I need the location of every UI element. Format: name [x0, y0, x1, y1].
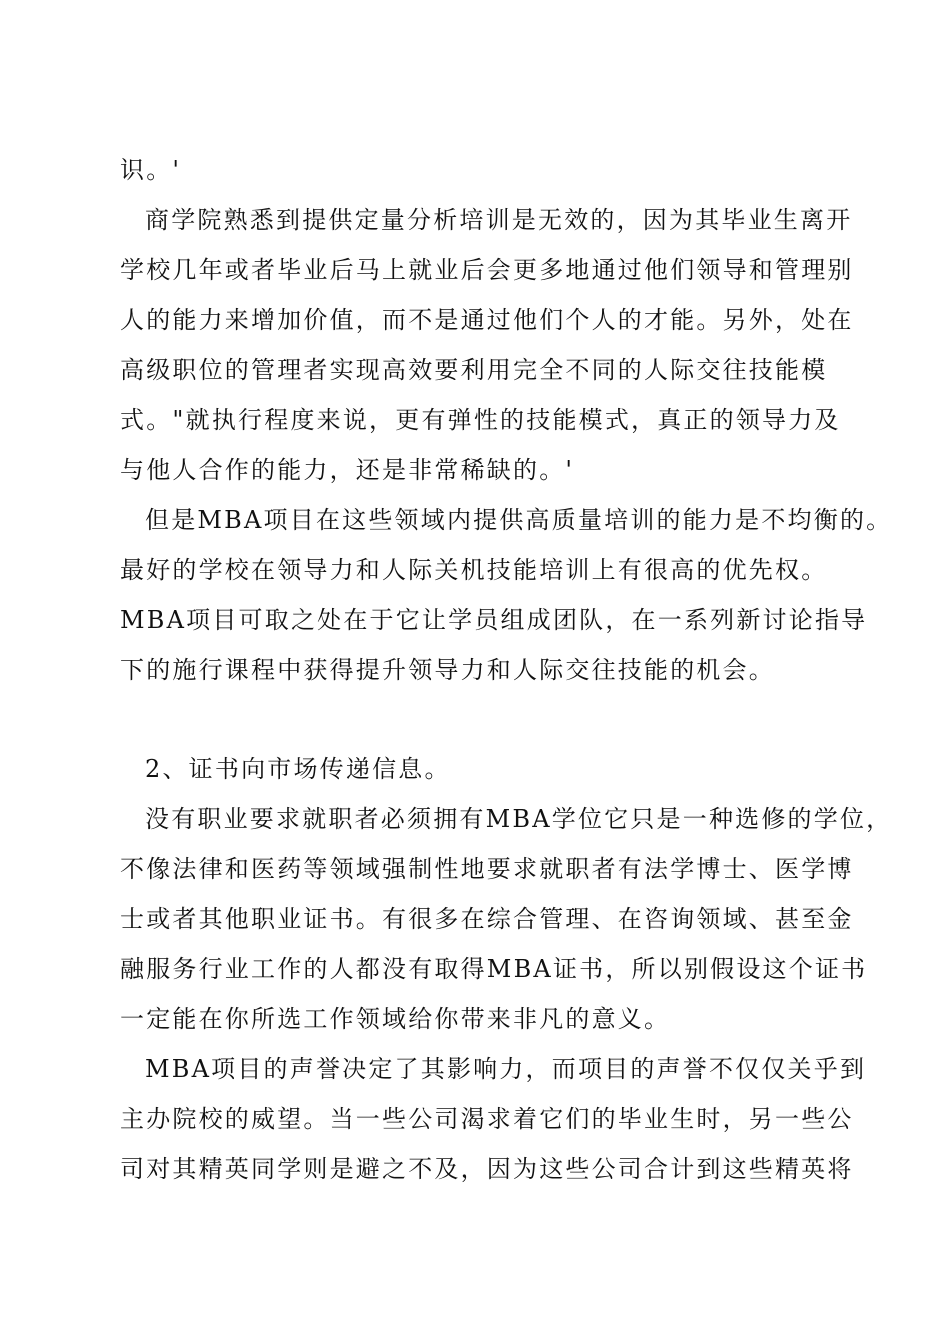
paragraph-start-line: 但是MBA项目在这些领域内提供高质量培训的能力是不均衡的。	[145, 506, 893, 534]
paragraph-start-line: 没有职业要求就职者必须拥有MBA学位它只是一种选修的学位，	[145, 805, 893, 833]
section-heading: 2、证书向市场传递信息。	[145, 755, 451, 783]
text-line: 学校几年或者毕业后马上就业后会更多地通过他们领导和管理别	[120, 256, 854, 284]
text-line: 识。'	[120, 156, 182, 184]
text-line: 士或者其他职业证书。有很多在综合管理、在咨询领域、甚至金	[120, 905, 854, 933]
paragraph-start-line: 商学院熟悉到提供定量分析培训是无效的，因为其毕业生离开	[145, 206, 853, 234]
text-line: 式。"就执行程度来说，更有弹性的技能模式，真正的领导力及	[120, 406, 841, 434]
text-line: 与他人合作的能力，还是非常稀缺的。'	[120, 456, 575, 484]
text-line: 人的能力来增加价值，而不是通过他们个人的才能。另外，处在	[120, 306, 854, 334]
text-line: MBA项目可取之处在于它让学员组成团队，在一系列新讨论指导	[120, 606, 868, 634]
paragraph-start-line: MBA项目的声誉决定了其影响力，而项目的声誉不仅仅关乎到	[145, 1055, 867, 1083]
text-line: 最好的学校在领导力和人际关机技能培训上有很高的优先权。	[120, 556, 828, 584]
text-line: 一定能在你所选工作领域给你带来非凡的意义。	[120, 1005, 671, 1033]
text-line: 司对其精英同学则是避之不及，因为这些公司合计到这些精英将	[120, 1155, 854, 1183]
text-line: 高级职位的管理者实现高效要利用完全不同的人际交往技能模	[120, 356, 828, 384]
text-line: 下的施行课程中获得提升领导力和人际交往技能的机会。	[120, 656, 775, 684]
text-line: 融服务行业工作的人都没有取得MBA证书，所以别假设这个证书	[120, 955, 868, 983]
text-line: 主办院校的威望。当一些公司渴求着它们的毕业生时，另一些公	[120, 1105, 854, 1133]
text-line: 不像法律和医药等领域强制性地要求就职者有法学博士、医学博	[120, 855, 854, 883]
